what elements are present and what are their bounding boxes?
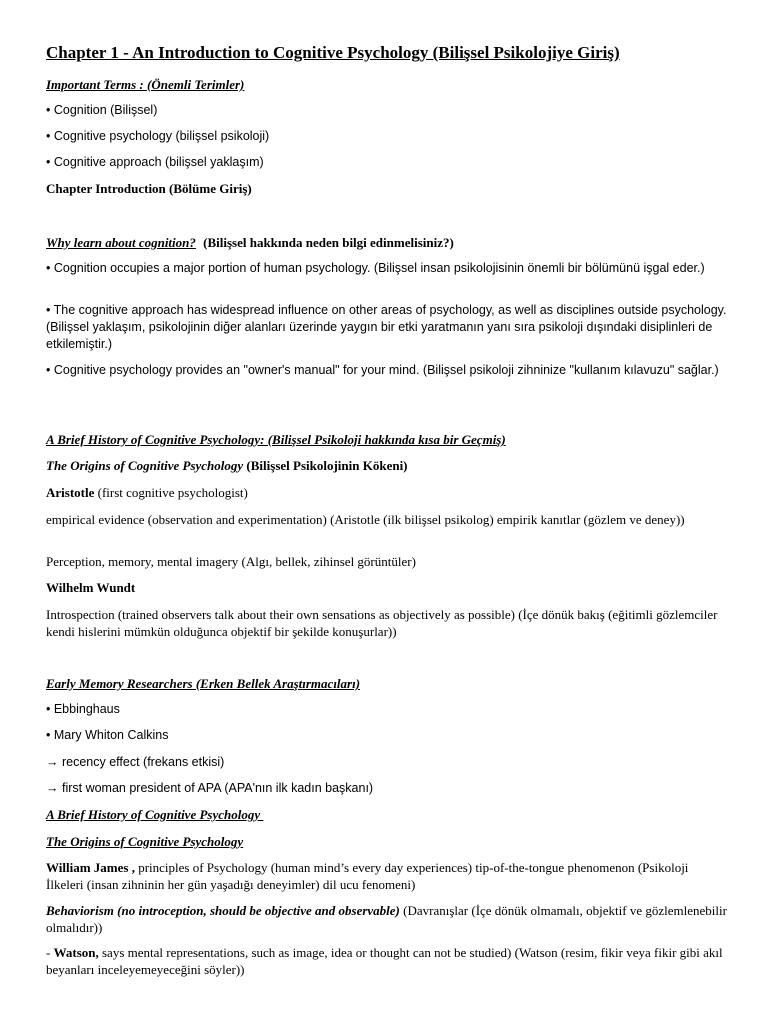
why-learn-item: • The cognitive approach has widespread influence on other areas of psychology, as well as disciplines outside psychology. (Bilişsel yaklaşım, psikolojinin diğer alanları üzerinde yaygın bir etki yaratmanın yanı sıra psikoloji dışındaki disiplinleri de etkilemiştir.) — [46, 303, 727, 351]
memory-item: → recency effect (frekans etkisi) — [46, 755, 225, 769]
page-title: Chapter 1 - An Introduction to Cognitive Psychology (Bilişsel Psikolojiye Giriş) — [46, 43, 620, 62]
memory-item: • Mary Whiton Calkins — [46, 728, 169, 742]
aristotle-rest: (first cognitive psychologist) — [97, 485, 248, 500]
james-rest: principles of Psychology (human mind’s every day experiences) tip-of-the-tongue phenomenon (Psikoloji İlkeleri (insan zihninin her gün yaşadığı deneyimler) dil ucu fenomeni) — [46, 860, 689, 892]
chapter-intro-heading: Chapter Introduction (Bölüme Giriş) — [46, 181, 252, 196]
origins-rest: (Bilişsel Psikolojinin Kökeni) — [246, 458, 408, 473]
early-memory-heading: Early Memory Researchers (Erken Bellek Araştırmacıları) — [46, 676, 361, 691]
why-learn-heading — [46, 234, 728, 251]
wundt-heading: Wilhelm Wundt — [46, 580, 136, 595]
introspection-text: Introspection (trained observers talk about their own sensations as objectively as possible) (İçe dönük bakış (eğitimli gözlemciler kendi hislerini mümkün olduğunca objektif bir şekilde konuşurlar)) — [46, 607, 718, 639]
memory-item: → first woman president of APA (APA'nın ilk kadın başkanı) — [46, 781, 374, 795]
watson-paragraph — [46, 944, 728, 978]
why-learn-item: • Cognition occupies a major portion of human psychology. (Bilişsel insan psikolojisinin önemli bir bölümünü işgal eder.) — [46, 261, 705, 275]
watson-rest: says mental representations, such as image, idea or thought can not be studied) (Watson (resim, fikir veya fikir gibi akıl beyanları inceleyemeyeceğini söyler)) — [46, 945, 723, 977]
why-learn-heading-rest: (Bilişsel hakkında neden bilgi edinmelisiniz?) — [203, 235, 454, 250]
term-item: • Cognitive approach (bilişsel yaklaşım) — [46, 155, 264, 169]
important-terms-heading: Important Terms : (Önemli Terimler) — [46, 77, 245, 92]
behaviorism-rest: (Davranışlar (İçe dönük olmamalı, objektif ve gözlemlenebilir olmalıdır)) — [46, 903, 727, 935]
behaviorism-paragraph — [46, 902, 728, 936]
origins-line — [46, 457, 728, 474]
aristotle-name: Aristotle — [46, 485, 95, 500]
why-learn-item: • Cognitive psychology provides an "owner's manual" for your mind. (Bilişsel psikoloji zihninize "kullanım kılavuzu" sağlar.) — [46, 363, 719, 377]
empirical-text: empirical evidence (observation and experimentation) (Aristotle (ilk bilişsel psikolog) empirik kanıtlar (gözlem ve deney)) — [46, 512, 685, 527]
why-learn-heading-italic: Why learn about cognition? — [46, 235, 196, 250]
term-item: • Cognitive psychology (bilişsel psikoloji) — [46, 129, 270, 143]
behaviorism-bold: Behaviorism (no introception, should be objective and observable) — [46, 903, 400, 918]
james-paragraph — [46, 859, 728, 893]
term-item: • Cognition (Bilişsel) — [46, 103, 158, 117]
origins-italic: The Origins of Cognitive Psychology — [46, 458, 244, 473]
memory-item: • Ebbinghaus — [46, 702, 120, 716]
brief-history-2-heading: A Brief History of Cognitive Psychology — [46, 807, 264, 822]
perception-text: Perception, memory, mental imagery (Algı, bellek, zihinsel görüntüler) — [46, 554, 416, 569]
james-name: William James , — [46, 860, 135, 875]
watson-prefix: - — [46, 945, 54, 960]
watson-name: Watson, — [53, 945, 99, 960]
brief-history-heading: A Brief History of Cognitive Psychology: (Bilişsel Psikoloji hakkında kısa bir Geçmiş) — [46, 432, 506, 447]
origins-2-heading: The Origins of Cognitive Psychology — [46, 834, 244, 849]
aristotle-line — [46, 484, 728, 501]
